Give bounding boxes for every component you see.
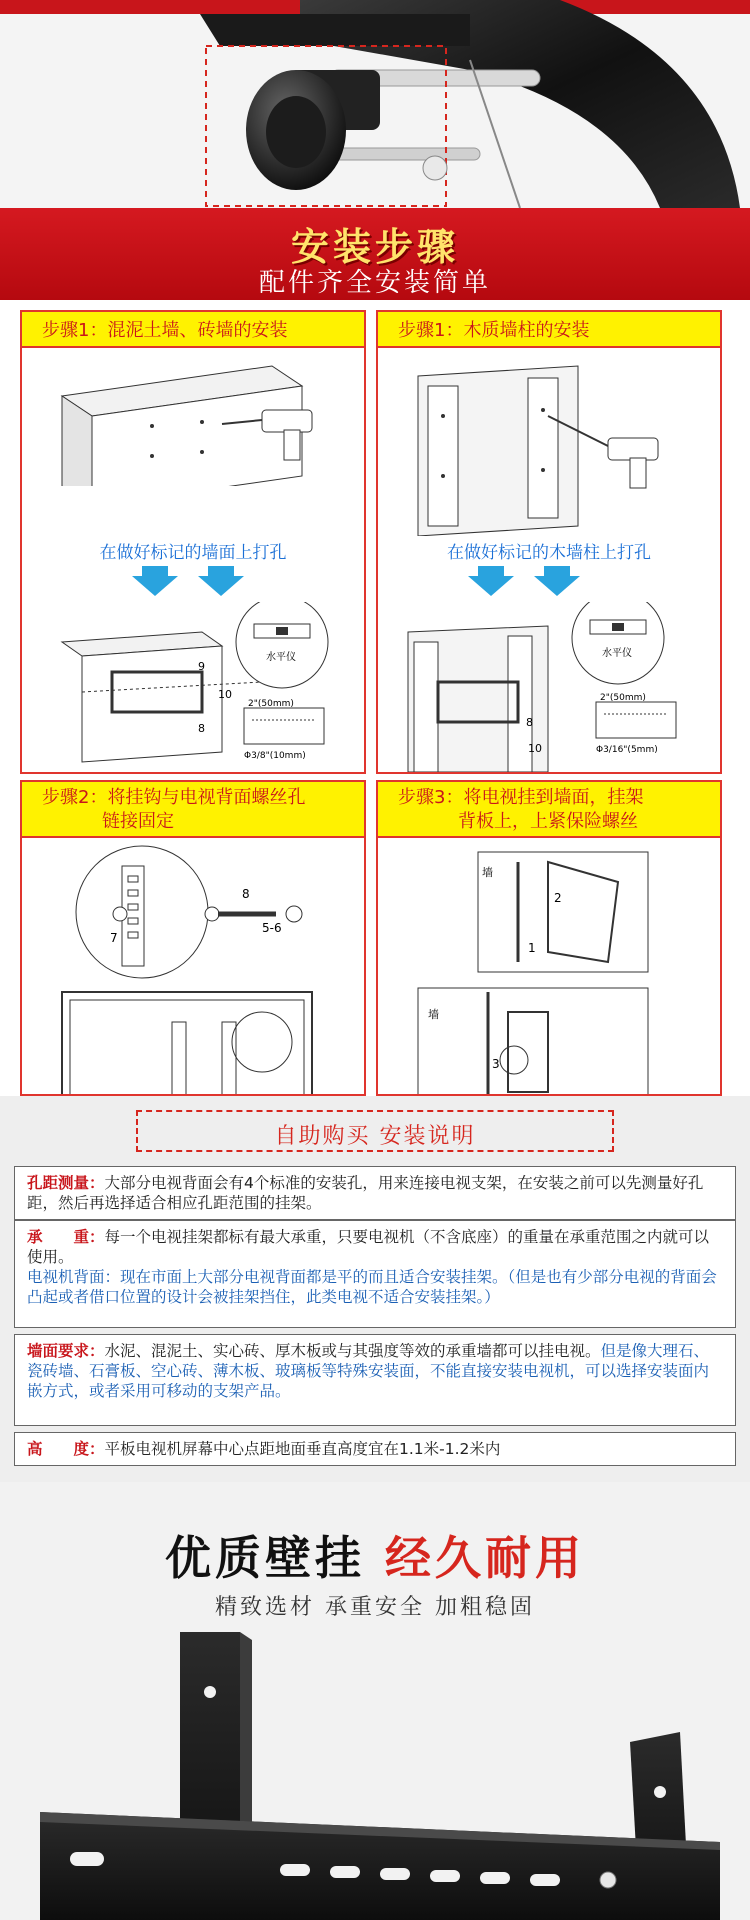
wall-requirement-label: 墙面要求： — [27, 1342, 105, 1360]
step2-header-line1: 步骤2：将挂钩与电视背面螺丝孔 — [42, 787, 306, 808]
step1-concrete-caption: 在做好标记的墙面上打孔 — [99, 543, 287, 563]
hole-distance-box — [14, 1166, 736, 1220]
callout-10: 10 — [528, 742, 542, 755]
step1-concrete-level-label: 水平仪 — [266, 652, 296, 663]
callout-1: 1 — [528, 941, 536, 955]
wood-bracket-install-diagram — [378, 602, 722, 772]
step3-hang-tv-diagram — [378, 842, 722, 1096]
step2-panel — [20, 780, 366, 1096]
down-arrows-icon — [378, 560, 722, 600]
wall-requirement-text: 水泥、混泥土、实心砖、厚木板或与其强度等效的承重墙都可以挂电视。 — [104, 1342, 601, 1360]
step1-wood-panel — [376, 310, 722, 774]
callout-5-6: 5-6 — [262, 921, 282, 935]
banner-subtitle: 配件齐全安装简单 — [258, 268, 491, 298]
wall-mount-bracket-photo — [0, 1632, 750, 1920]
hole-distance-text: 大部分电视背面会有4个标准的安装孔，用来连接电视支架，在安装之前可以先测量好孔距，然后再选择适合相应孔距范围的挂架。 — [27, 1174, 704, 1212]
install-steps-grid — [0, 300, 750, 1096]
step3-header-line1: 步骤3：将电视挂到墙面，挂架 — [398, 787, 644, 808]
step3-header — [378, 782, 720, 838]
callout-10: 10 — [218, 688, 232, 701]
load-capacity-label: 承 重： — [27, 1228, 105, 1246]
product-showcase-section — [0, 1482, 750, 1920]
concrete-bracket-install-diagram — [22, 602, 366, 772]
mount-knob-photo — [0, 0, 750, 208]
callout-8: 8 — [526, 716, 533, 729]
step1-concrete-dim-top: 2"(50mm) — [248, 699, 294, 709]
mount-height-box — [14, 1432, 736, 1466]
step1-wood-level-label: 水平仪 — [602, 648, 632, 659]
install-steps-banner — [0, 208, 750, 300]
step1-wood-dim-top: 2"(50mm) — [600, 693, 646, 703]
load-capacity-text: 每一个电视挂架都标有最大承重，只要电视机（不含底座）的重量在承重范围之内就可以使用。 — [27, 1228, 710, 1266]
product-tagline: 精致选材 承重安全 加粗稳固 — [215, 1595, 535, 1620]
wood-stud-drill-diagram — [378, 356, 722, 536]
step3-wall-label: 墙 — [482, 866, 493, 879]
mount-height-text: 平板电视机屏幕中心点距地面垂直高度宜在1.1米-1.2米内 — [104, 1440, 501, 1458]
load-capacity-box — [14, 1220, 736, 1328]
step1-wood-dim-bottom: Φ3/16"(5mm) — [596, 745, 658, 755]
mount-height-label: 高 度： — [27, 1440, 105, 1458]
headline-black: 优质壁挂 — [164, 1531, 365, 1585]
step3-header-line2: 背板上，上紧保险螺丝 — [458, 811, 638, 832]
wall-requirement-box — [14, 1334, 736, 1426]
step2-header — [22, 782, 364, 838]
step2-hook-attach-diagram — [22, 842, 366, 1096]
hole-distance-label: 孔距测量： — [27, 1174, 105, 1192]
callout-9: 9 — [198, 660, 205, 673]
step1-concrete-panel — [20, 310, 366, 774]
down-arrows-icon — [22, 560, 366, 600]
wall-requirement-note: 但是像大理石、瓷砖墙、石膏板、空心砖、薄木板、玻璃板等特殊安装面，不能直接安装电视机，可以选择安装面内嵌方式，或者采用可移动的支架产品。 — [27, 1342, 710, 1400]
concrete-wall-drill-diagram — [22, 356, 366, 486]
step2-header-line2: 链接固定 — [102, 811, 174, 832]
step1-wood-caption: 在做好标记的木墙柱上打孔 — [447, 543, 651, 563]
top-product-photo — [0, 0, 750, 208]
step1-concrete-dim-bottom: Φ3/8"(10mm) — [244, 751, 306, 761]
callout-8: 8 — [198, 722, 205, 735]
step3-wall-label-2: 墙 — [428, 1008, 439, 1021]
step1-wood-header: 步骤1：木质墙柱的安装 — [378, 312, 720, 348]
callout-2: 2 — [554, 891, 562, 905]
install-instructions-section — [0, 1096, 750, 1482]
callout-7: 7 — [110, 931, 118, 945]
headline-red: 经久耐用 — [385, 1531, 585, 1585]
product-headline — [0, 1522, 750, 1588]
step1-concrete-header: 步骤1：混泥土墙、砖墙的安装 — [22, 312, 364, 348]
tv-back-note: 电视机背面：现在市面上大部分电视背面都是平的而且适合安装挂架。（但是也有少部分电视的背面会凸起或者借口位置的设计会被挂架挡住，此类电视不适合安装挂架。） — [27, 1268, 717, 1306]
banner-title: 安装步骤 — [290, 225, 459, 269]
callout-3: 3 — [492, 1057, 500, 1071]
step3-panel — [376, 780, 722, 1096]
callout-8: 8 — [242, 887, 250, 901]
instructions-title: 自助购买 安装说明 — [136, 1110, 614, 1152]
